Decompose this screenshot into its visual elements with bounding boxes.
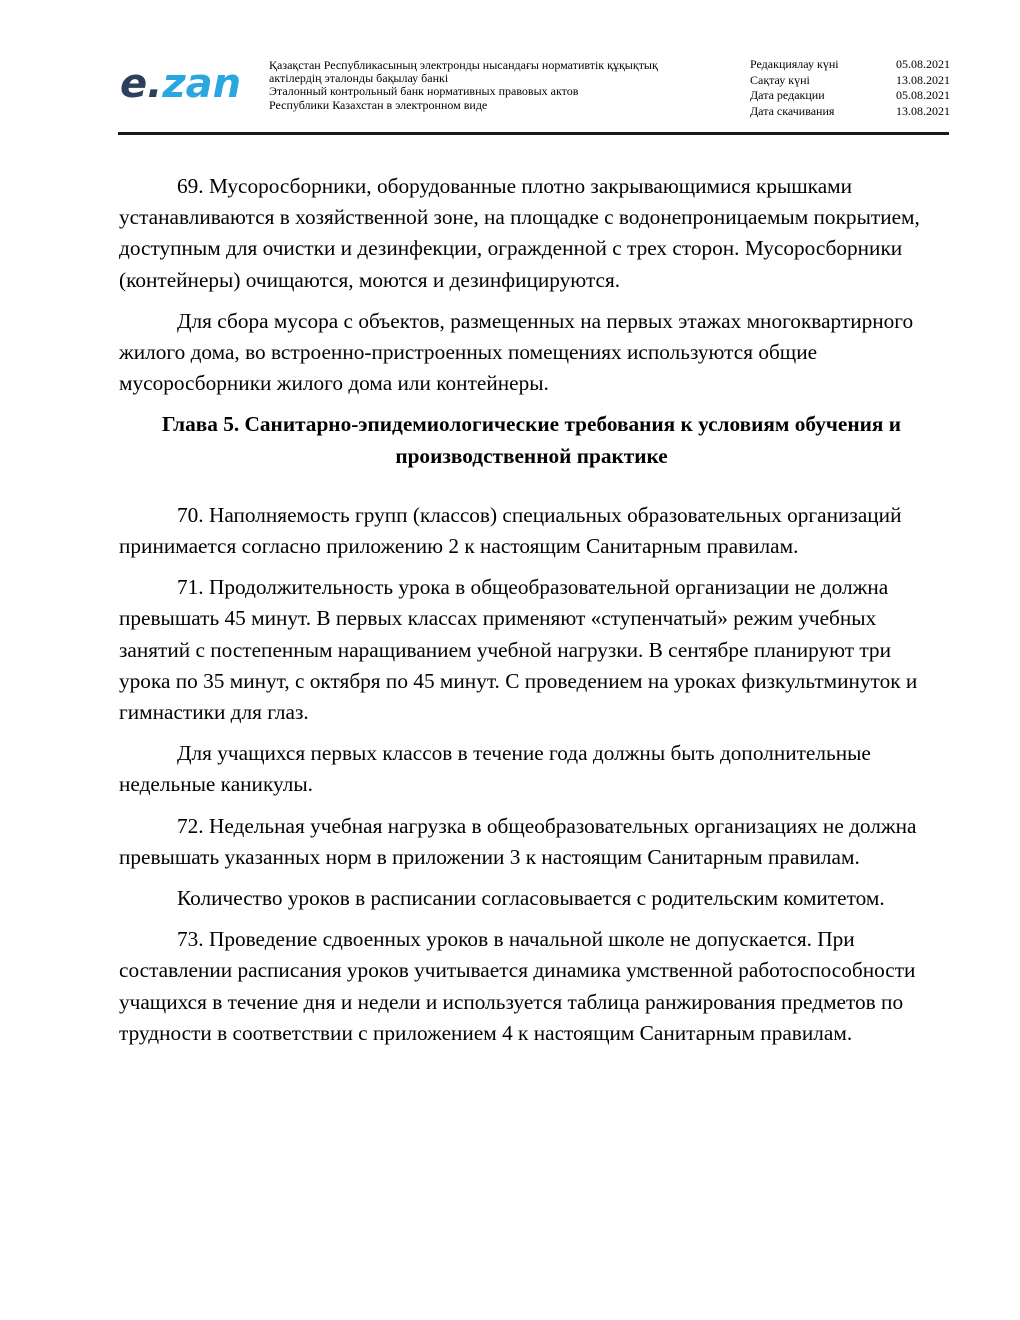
paragraph-69: 69. Мусоросборники, оборудованные плотно закрывающимися крышками устанавливаются в хозяйственной зоне, на площадке с водонепроницаемым покрытием, доступным для очистки и дезинфекции, огражденной с трех сторон. Мусоросборники (контейнеры) очищаются, моются и дезинфицируются.: [119, 174, 920, 292]
paragraph-73: 73. Проведение сдвоенных уроков в начальной школе не допускается. При составлении расписания уроков учитывается динамика умственной работоспособности учащихся в течение дня и недели и используется таблица ранжирования предметов по трудности в соответствии с приложением 4 к настоящим Санитарным правилам.: [119, 927, 916, 1045]
meta-row-edit-date-ru: [750, 88, 950, 104]
meta-row-save-date-kz: [750, 73, 950, 89]
logo-zan: zan: [162, 61, 242, 107]
header-desc-line: Республики Казахстан в электронном виде: [269, 97, 488, 112]
meta-label: Редакциялау күні: [750, 57, 839, 71]
meta-label: Дата скачивания: [750, 103, 835, 118]
paragraph-71-continued: Для учащихся первых классов в течение года должны быть дополнительные недельные каникулы.: [119, 741, 871, 797]
document-body: [119, 171, 944, 1059]
header-desc-line: актілердің эталонды бақылау банкі: [269, 71, 449, 86]
header-desc-line: Эталонный контрольный банк нормативных правовых актов: [269, 84, 579, 99]
paragraph-72: 72. Недельная учебная нагрузка в общеобразовательных организациях не должна превышать указанных норм в приложении 3 к настоящим Санитарным правилам.: [119, 813, 917, 869]
meta-row-edit-date-kz: [750, 57, 950, 73]
header-meta: [750, 57, 950, 119]
paragraph-69-continued: Для сбора мусора с объектов, размещенных на первых этажах многоквартирного жилого дома, во встроенно-пристроенных помещениях используются общие мусоросборники жилого дома или контейнеры.: [119, 308, 914, 396]
meta-row-download-date-ru: [750, 104, 950, 120]
ezan-logo[interactable]: [120, 62, 241, 106]
header-description: [269, 59, 709, 112]
paragraph-70: 70. Наполняемость групп (классов) специальных образовательных организаций принимается согласно приложению 2 к настоящим Санитарным правилам.: [119, 502, 902, 559]
paragraph-71: 71. Продолжительность урока в общеобразовательной организации не должна превышать 45 минут. В первых классах применяют «ступенчатый» режим учебных занятий с постепенным наращиванием учебной нагрузки. В сентябре планируют три урока по 35 минут, с октября по 45 минут. С проведением на уроках физкультминуток и гимнастики для глаз.: [119, 575, 918, 725]
meta-label: Сақтау күні: [750, 72, 810, 87]
meta-value: 13.08.2021: [896, 103, 950, 118]
chapter-title: Глава 5. Санитарно-эпидемиологические требования к условиям обучения и производственной практике: [162, 412, 901, 468]
page-header: [118, 56, 949, 133]
meta-value: 13.08.2021: [896, 72, 950, 87]
meta-value: 05.08.2021: [896, 57, 950, 71]
header-desc-line: Қазақстан Республикасының электронды нысандағы нормативтік құқықтық: [269, 58, 658, 72]
meta-label: Дата редакции: [750, 88, 825, 102]
header-divider: [118, 132, 949, 135]
logo-e: e: [120, 61, 148, 107]
meta-value: 05.08.2021: [896, 88, 950, 102]
logo-dot: .: [147, 61, 163, 107]
paragraph-72-continued: Количество уроков в расписании согласовывается с родительским комитетом.: [177, 886, 885, 911]
